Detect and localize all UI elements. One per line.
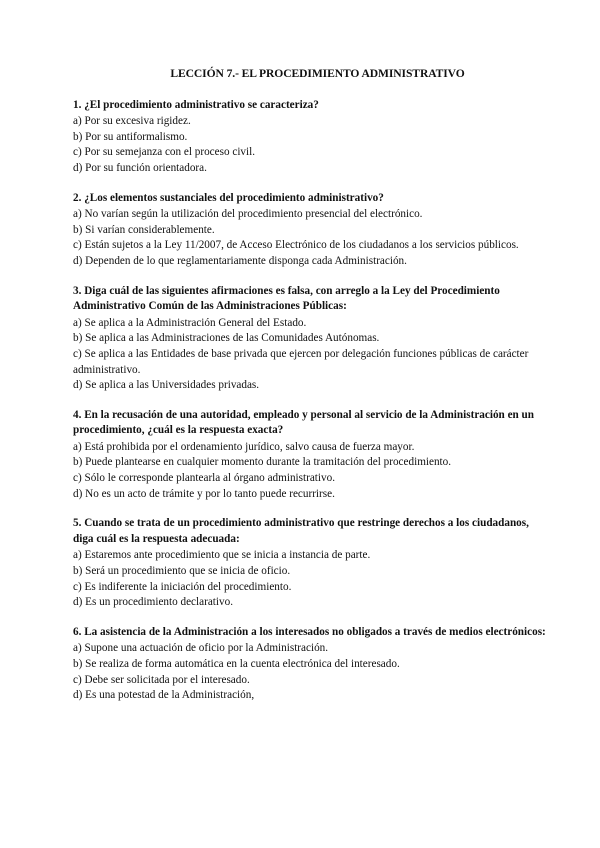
question-1 (73, 98, 550, 177)
lesson-title: LECCIÓN 7.- EL PROCEDIMIENTO ADMINISTRATIVO (170, 67, 465, 80)
answer-d: d) Se aplica a las Universidades privadas. (73, 379, 260, 392)
answer-b: b) Si varían considerablemente. (73, 223, 215, 236)
question-4 (73, 408, 550, 503)
question-text: 4. En la recusación de una autoridad, empleado y personal al servicio de la Administración en un procedimiento, ¿cuál es la respuesta exacta? (73, 408, 535, 437)
answer-b: b) Será un procedimiento que se inicia de oficio. (73, 565, 291, 578)
answer-d: d) Dependen de lo que reglamentariamente disponga cada Administración. (73, 254, 407, 267)
answer-a: a) Está prohibida por el ordenamiento jurídico, salvo causa de fuerza mayor. (73, 440, 415, 453)
answer-d: d) Por su función orientadora. (73, 161, 207, 174)
answer-b: b) Se realiza de forma automática en la cuenta electrónica del interesado. (73, 658, 400, 670)
question-5 (73, 516, 550, 611)
question-text: 6. La asistencia de la Administración a los interesados no obligados a través de medios electrónicos: (73, 625, 546, 638)
question-6 (73, 625, 550, 704)
answer-c: c) Debe ser solicitada por el interesado. (73, 673, 250, 686)
answer-b: b) Puede plantearse en cualquier momento durante la tramitación del procedimiento. (73, 456, 452, 469)
question-2 (73, 191, 550, 270)
answer-d: d) Es un procedimiento declarativo. (73, 596, 233, 609)
question-text: 2. ¿Los elementos sustanciales del procedimiento administrativo? (73, 191, 384, 204)
answer-b: b) Por su antiformalismo. (73, 130, 188, 143)
answer-b: b) Se aplica a las Administraciones de las Comunidades Autónomas. (73, 332, 380, 345)
answer-a: a) No varían según la utilización del procedimiento presencial del electrónico. (73, 208, 423, 221)
answer-a: a) Por su excesiva rigidez. (73, 115, 191, 128)
answer-c: c) Están sujetos a la Ley 11/2007, de Acceso Electrónico de los ciudadanos a los servicios públicos. (73, 239, 519, 252)
answer-c: c) Por su semejanza con el proceso civil. (73, 146, 256, 159)
answer-c: c) Se aplica a las Entidades de base privada que ejercen por delegación funciones públicas de carácter administrativo. (73, 347, 529, 376)
answer-a: a) Supone una actuación de oficio por la Administración. (73, 642, 329, 655)
question-text: 5. Cuando se trata de un procedimiento administrativo que restringe derechos a los ciudadanos, diga cuál es la respuesta adecuada: (73, 517, 529, 545)
question-text: 1. ¿El procedimiento administrativo se caracteriza? (73, 98, 319, 111)
answer-c: c) Sólo le corresponde plantearla al órgano administrativo. (73, 472, 335, 485)
question-3 (73, 284, 550, 394)
answer-a: a) Estaremos ante procedimiento que se inicia a instancia de parte. (73, 549, 371, 562)
answer-d: d) Es una potestad de la Administración, (73, 689, 255, 702)
answer-d: d) No es un acto de trámite y por lo tanto puede recurrirse. (73, 487, 335, 500)
question-text: 3. Diga cuál de las siguientes afirmaciones es falsa, con arreglo a la Ley del Procedimiento Administrativo Común de las Administraciones Públicas: (73, 284, 500, 313)
answer-c: c) Es indiferente la iniciación del procedimiento. (73, 580, 292, 593)
answer-a: a) Se aplica a la Administración General del Estado. (73, 316, 307, 329)
